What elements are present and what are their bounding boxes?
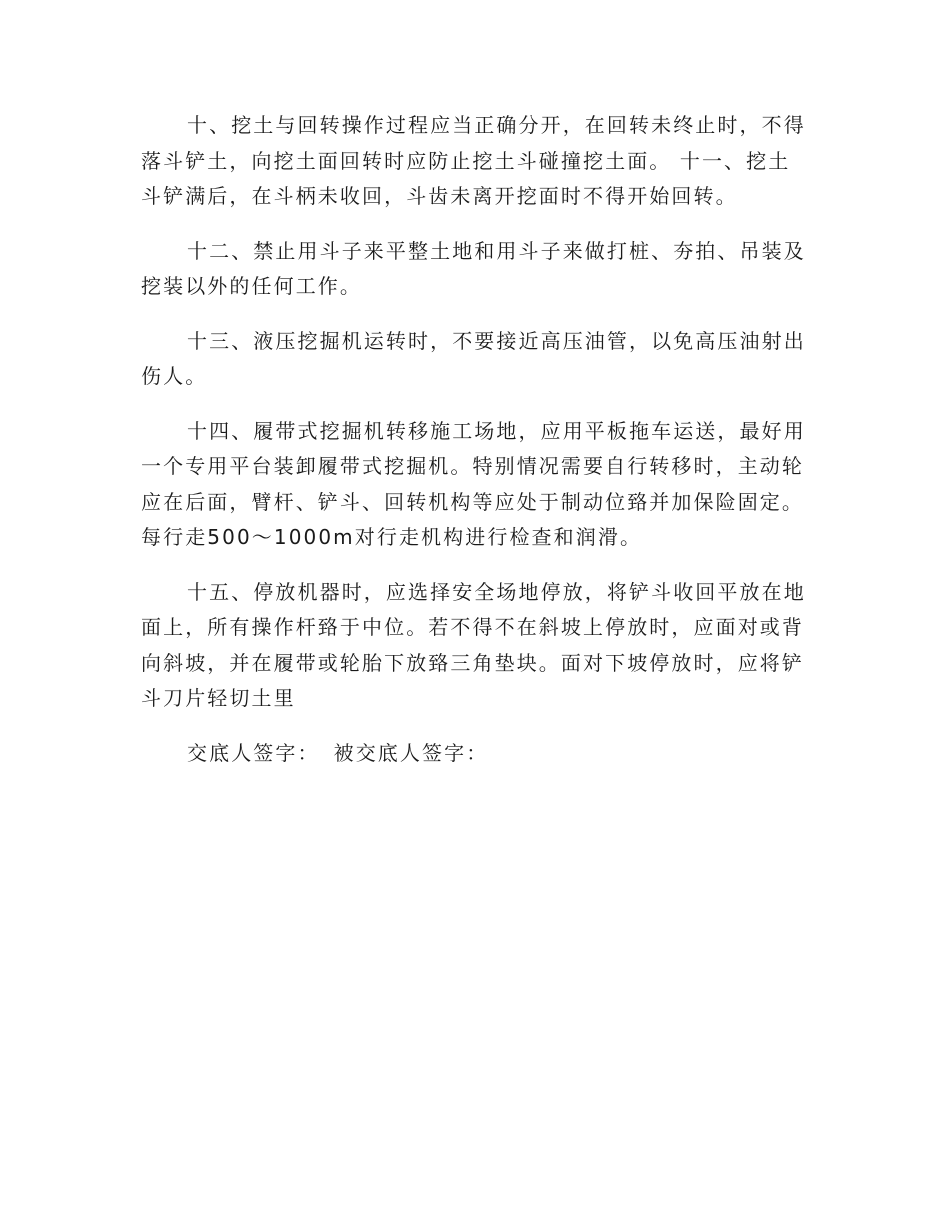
paragraph-item-14: 十四、履带式挖掘机转移施工场地，应用平板拖车运送，最好用一个专用平台装卸履带式挖掘机。特别情况需要自行转移时，主动轮应在后面，臂杆、铲斗、回转机构等应处于制动位臵并加保险固定。每行走500～1000m对行走机构进行检查和润滑。 (141, 418, 806, 549)
discloser-signature-label: 交底人签字： (187, 740, 320, 765)
paragraph-item-10-11: 十、挖土与回转操作过程应当正确分开，在回转未终止时，不得落斗铲土，向挖土面回转时应防止挖土斗碰撞挖土面。 十一、挖土斗铲满后，在斗柄未收回，斗齿未离开挖面时不得开始回转。 (141, 113, 806, 208)
paragraph-item-15: 十五、停放机器时，应选择安全场地停放，将铲斗收回平放在地面上，所有操作杆臵于中位。若不得不在斜坡上停放时，应面对或背向斜坡，并在履带或轮胎下放臵三角垫块。面对下坡停放时，应将铲斗刀片轻切土里 (141, 579, 806, 710)
paragraph-item-13: 十三、液压挖掘机运转时，不要接近高压油管，以免高压油射出伤人。 (141, 328, 806, 388)
paragraph-item-12: 十二、禁止用斗子来平整土地和用斗子来做打桩、夯拍、吊装及挖装以外的任何工作。 (141, 238, 806, 298)
document-body (141, 108, 809, 771)
signature-line (141, 736, 809, 772)
recipient-signature-label: 被交底人签字： (333, 740, 489, 765)
